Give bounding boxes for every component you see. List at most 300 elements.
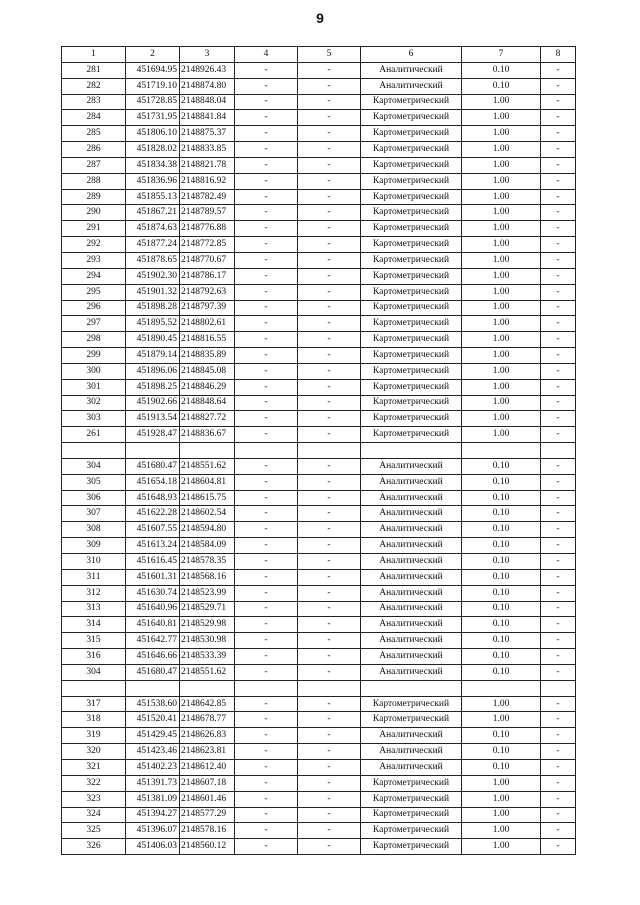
point-number-cell: 316 [62, 649, 126, 665]
table-row [62, 221, 576, 237]
column-4-cell: - [235, 458, 298, 474]
table-row [62, 189, 576, 205]
column-5-cell: - [298, 173, 361, 189]
accuracy-cell: 1.00 [462, 268, 541, 284]
coordinates-table [61, 46, 576, 855]
y-coordinate-cell: 2148529.98 [180, 617, 235, 633]
y-coordinate-cell: 2148776.88 [180, 221, 235, 237]
x-coordinate-cell: 451640.81 [126, 617, 180, 633]
accuracy-cell: 1.00 [462, 157, 541, 173]
accuracy-cell: 0.10 [462, 474, 541, 490]
column-5-cell: - [298, 569, 361, 585]
x-coordinate-cell [126, 680, 180, 696]
accuracy-cell: 1.00 [462, 839, 541, 855]
method-cell: Аналитический [361, 522, 462, 538]
x-coordinate-cell [126, 443, 180, 459]
y-coordinate-cell: 2148533.39 [180, 649, 235, 665]
point-number-cell: 312 [62, 585, 126, 601]
column-4-cell: - [235, 78, 298, 94]
column-5-cell: - [298, 490, 361, 506]
point-number-cell: 287 [62, 157, 126, 173]
column-4-cell: - [235, 126, 298, 142]
method-cell: Аналитический [361, 78, 462, 94]
method-cell: Картометрический [361, 173, 462, 189]
column-header: 2 [126, 47, 180, 63]
column-5-cell: - [298, 759, 361, 775]
table-row [62, 680, 576, 696]
x-coordinate-cell: 451640.96 [126, 601, 180, 617]
accuracy-cell: 0.10 [462, 78, 541, 94]
column-8-cell: - [541, 554, 576, 570]
column-8-cell: - [541, 126, 576, 142]
point-number-cell: 323 [62, 791, 126, 807]
column-4-cell: - [235, 142, 298, 158]
accuracy-cell: 1.00 [462, 142, 541, 158]
column-8-cell: - [541, 62, 576, 78]
table-row [62, 807, 576, 823]
page-number: 9 [316, 10, 324, 26]
y-coordinate-cell: 2148841.84 [180, 110, 235, 126]
accuracy-cell: 0.10 [462, 601, 541, 617]
column-5-cell: - [298, 395, 361, 411]
column-5-cell: - [298, 522, 361, 538]
point-number-cell: 325 [62, 823, 126, 839]
method-cell: Картометрический [361, 839, 462, 855]
table-row [62, 395, 576, 411]
x-coordinate-cell: 451834.38 [126, 157, 180, 173]
table-row [62, 300, 576, 316]
method-cell: Картометрический [361, 189, 462, 205]
column-4-cell: - [235, 839, 298, 855]
column-5-cell [298, 680, 361, 696]
column-4-cell: - [235, 94, 298, 110]
point-number-cell: 282 [62, 78, 126, 94]
table-row [62, 427, 576, 443]
table-row [62, 506, 576, 522]
column-4-cell: - [235, 490, 298, 506]
column-4-cell: - [235, 363, 298, 379]
method-cell: Картометрический [361, 268, 462, 284]
column-8-cell: - [541, 110, 576, 126]
column-8-cell: - [541, 157, 576, 173]
column-4-cell: - [235, 110, 298, 126]
column-5-cell: - [298, 506, 361, 522]
y-coordinate-cell: 2148816.92 [180, 173, 235, 189]
column-5-cell: - [298, 617, 361, 633]
x-coordinate-cell: 451406.03 [126, 839, 180, 855]
column-4-cell: - [235, 427, 298, 443]
column-5-cell: - [298, 696, 361, 712]
column-8-cell: - [541, 395, 576, 411]
accuracy-cell: 1.00 [462, 316, 541, 332]
point-number-cell: 295 [62, 284, 126, 300]
table-row [62, 142, 576, 158]
x-coordinate-cell: 451396.07 [126, 823, 180, 839]
point-number-cell [62, 443, 126, 459]
method-cell: Аналитический [361, 506, 462, 522]
y-coordinate-cell: 2148529.71 [180, 601, 235, 617]
method-cell: Картометрический [361, 284, 462, 300]
column-4-cell: - [235, 617, 298, 633]
point-number-cell: 296 [62, 300, 126, 316]
method-cell: Картометрический [361, 221, 462, 237]
accuracy-cell: 1.00 [462, 237, 541, 253]
column-5-cell: - [298, 142, 361, 158]
point-number-cell: 318 [62, 712, 126, 728]
column-4-cell: - [235, 538, 298, 554]
method-cell: Картометрический [361, 316, 462, 332]
accuracy-cell: 1.00 [462, 94, 541, 110]
accuracy-cell: 1.00 [462, 807, 541, 823]
method-cell: Картометрический [361, 110, 462, 126]
method-cell: Аналитический [361, 759, 462, 775]
column-4-cell [235, 443, 298, 459]
y-coordinate-cell: 2148623.81 [180, 744, 235, 760]
column-5-cell: - [298, 348, 361, 364]
method-cell: Картометрический [361, 157, 462, 173]
accuracy-cell: 1.00 [462, 411, 541, 427]
accuracy-cell: 1.00 [462, 712, 541, 728]
y-coordinate-cell: 2148792.63 [180, 284, 235, 300]
column-5-cell: - [298, 633, 361, 649]
table-row [62, 363, 576, 379]
column-5-cell: - [298, 664, 361, 680]
method-cell: Картометрический [361, 395, 462, 411]
method-cell: Аналитический [361, 633, 462, 649]
method-cell: Картометрический [361, 237, 462, 253]
column-8-cell: - [541, 379, 576, 395]
x-coordinate-cell: 451391.73 [126, 775, 180, 791]
table-row [62, 569, 576, 585]
column-5-cell: - [298, 363, 361, 379]
column-5-cell: - [298, 538, 361, 554]
table-row [62, 823, 576, 839]
column-4-cell: - [235, 633, 298, 649]
accuracy-cell: 1.00 [462, 696, 541, 712]
accuracy-cell: 1.00 [462, 395, 541, 411]
table-row [62, 839, 576, 855]
method-cell: Картометрический [361, 696, 462, 712]
column-header: 6 [361, 47, 462, 63]
y-coordinate-cell: 2148875.37 [180, 126, 235, 142]
column-5-cell: - [298, 775, 361, 791]
y-coordinate-cell: 2148833.85 [180, 142, 235, 158]
y-coordinate-cell: 2148848.04 [180, 94, 235, 110]
x-coordinate-cell: 451381.09 [126, 791, 180, 807]
method-cell: Аналитический [361, 538, 462, 554]
x-coordinate-cell: 451694.95 [126, 62, 180, 78]
column-8-cell [541, 443, 576, 459]
method-cell: Картометрический [361, 126, 462, 142]
method-cell: Картометрический [361, 142, 462, 158]
x-coordinate-cell: 451630.74 [126, 585, 180, 601]
method-cell: Картометрический [361, 411, 462, 427]
column-8-cell: - [541, 78, 576, 94]
x-coordinate-cell: 451874.63 [126, 221, 180, 237]
x-coordinate-cell: 451877.24 [126, 237, 180, 253]
column-4-cell: - [235, 300, 298, 316]
accuracy-cell: 1.00 [462, 221, 541, 237]
accuracy-cell: 0.10 [462, 633, 541, 649]
column-8-cell: - [541, 839, 576, 855]
y-coordinate-cell: 2148797.39 [180, 300, 235, 316]
accuracy-cell: 0.10 [462, 538, 541, 554]
column-8-cell: - [541, 775, 576, 791]
column-4-cell: - [235, 506, 298, 522]
point-number-cell: 286 [62, 142, 126, 158]
column-8-cell: - [541, 569, 576, 585]
table-row [62, 411, 576, 427]
method-cell: Аналитический [361, 601, 462, 617]
point-number-cell: 288 [62, 173, 126, 189]
y-coordinate-cell: 2148874.80 [180, 78, 235, 94]
column-5-cell: - [298, 458, 361, 474]
y-coordinate-cell [180, 443, 235, 459]
table-row [62, 316, 576, 332]
point-number-cell: 326 [62, 839, 126, 855]
column-8-cell: - [541, 221, 576, 237]
accuracy-cell: 1.00 [462, 252, 541, 268]
column-header: 7 [462, 47, 541, 63]
column-8-cell: - [541, 791, 576, 807]
x-coordinate-cell: 451646.66 [126, 649, 180, 665]
x-coordinate-cell: 451902.66 [126, 395, 180, 411]
method-cell: Аналитический [361, 744, 462, 760]
accuracy-cell: 1.00 [462, 348, 541, 364]
point-number-cell: 283 [62, 94, 126, 110]
column-8-cell: - [541, 316, 576, 332]
column-8-cell: - [541, 205, 576, 221]
accuracy-cell: 1.00 [462, 427, 541, 443]
y-coordinate-cell: 2148551.62 [180, 664, 235, 680]
column-8-cell: - [541, 300, 576, 316]
method-cell: Аналитический [361, 62, 462, 78]
column-5-cell: - [298, 205, 361, 221]
method-cell: Картометрический [361, 332, 462, 348]
point-number-cell: 305 [62, 474, 126, 490]
table-row [62, 78, 576, 94]
point-number-cell: 281 [62, 62, 126, 78]
column-5-cell: - [298, 284, 361, 300]
column-8-cell: - [541, 363, 576, 379]
accuracy-cell: 1.00 [462, 205, 541, 221]
point-number-cell: 319 [62, 728, 126, 744]
y-coordinate-cell: 2148584.09 [180, 538, 235, 554]
accuracy-cell: 0.10 [462, 62, 541, 78]
point-number-cell: 291 [62, 221, 126, 237]
x-coordinate-cell: 451607.55 [126, 522, 180, 538]
table-row [62, 348, 576, 364]
y-coordinate-cell: 2148770.67 [180, 252, 235, 268]
method-cell [361, 443, 462, 459]
column-5-cell: - [298, 554, 361, 570]
point-number-cell: 261 [62, 427, 126, 443]
x-coordinate-cell: 451538.60 [126, 696, 180, 712]
y-coordinate-cell: 2148612.40 [180, 759, 235, 775]
point-number-cell: 315 [62, 633, 126, 649]
accuracy-cell: 1.00 [462, 189, 541, 205]
x-coordinate-cell: 451680.47 [126, 458, 180, 474]
column-4-cell: - [235, 585, 298, 601]
x-coordinate-cell: 451719.10 [126, 78, 180, 94]
table-row [62, 157, 576, 173]
column-8-cell: - [541, 664, 576, 680]
accuracy-cell: 1.00 [462, 110, 541, 126]
x-coordinate-cell: 451601.31 [126, 569, 180, 585]
y-coordinate-cell: 2148845.08 [180, 363, 235, 379]
accuracy-cell: 1.00 [462, 300, 541, 316]
y-coordinate-cell: 2148827.72 [180, 411, 235, 427]
column-8-cell: - [541, 252, 576, 268]
column-8-cell: - [541, 332, 576, 348]
column-5-cell: - [298, 189, 361, 205]
column-4-cell: - [235, 332, 298, 348]
table-row [62, 205, 576, 221]
y-coordinate-cell: 2148642.85 [180, 696, 235, 712]
x-coordinate-cell: 451928.47 [126, 427, 180, 443]
point-number-cell: 300 [62, 363, 126, 379]
method-cell: Аналитический [361, 728, 462, 744]
x-coordinate-cell: 451731.95 [126, 110, 180, 126]
point-number-cell: 320 [62, 744, 126, 760]
table-row [62, 62, 576, 78]
table-row [62, 458, 576, 474]
accuracy-cell: 1.00 [462, 332, 541, 348]
column-4-cell: - [235, 759, 298, 775]
table-row [62, 775, 576, 791]
method-cell: Аналитический [361, 474, 462, 490]
column-4-cell: - [235, 569, 298, 585]
y-coordinate-cell: 2148577.29 [180, 807, 235, 823]
column-4-cell: - [235, 316, 298, 332]
point-number-cell: 311 [62, 569, 126, 585]
table-row [62, 538, 576, 554]
table-row [62, 791, 576, 807]
method-cell: Аналитический [361, 490, 462, 506]
table-row [62, 490, 576, 506]
accuracy-cell: 0.10 [462, 490, 541, 506]
column-5-cell: - [298, 744, 361, 760]
y-coordinate-cell: 2148530.98 [180, 633, 235, 649]
column-5-cell: - [298, 300, 361, 316]
point-number-cell: 321 [62, 759, 126, 775]
y-coordinate-cell: 2148551.62 [180, 458, 235, 474]
table-row [62, 649, 576, 665]
point-number-cell: 317 [62, 696, 126, 712]
accuracy-cell: 0.10 [462, 759, 541, 775]
accuracy-cell: 1.00 [462, 363, 541, 379]
point-number-cell: 290 [62, 205, 126, 221]
method-cell: Картометрический [361, 348, 462, 364]
y-coordinate-cell: 2148846.29 [180, 379, 235, 395]
column-5-cell: - [298, 62, 361, 78]
x-coordinate-cell: 451913.54 [126, 411, 180, 427]
point-number-cell: 324 [62, 807, 126, 823]
column-5-cell: - [298, 411, 361, 427]
table-row [62, 601, 576, 617]
point-number-cell [62, 680, 126, 696]
column-8-cell: - [541, 538, 576, 554]
x-coordinate-cell: 451878.65 [126, 252, 180, 268]
table-row [62, 332, 576, 348]
method-cell: Картометрический [361, 791, 462, 807]
table-row [62, 268, 576, 284]
table-row [62, 443, 576, 459]
column-4-cell: - [235, 221, 298, 237]
column-8-cell: - [541, 237, 576, 253]
method-cell: Картометрический [361, 379, 462, 395]
x-coordinate-cell: 451895.52 [126, 316, 180, 332]
accuracy-cell: 1.00 [462, 775, 541, 791]
column-8-cell: - [541, 427, 576, 443]
column-8-cell: - [541, 94, 576, 110]
y-coordinate-cell: 2148594.80 [180, 522, 235, 538]
x-coordinate-cell: 451898.25 [126, 379, 180, 395]
point-number-cell: 302 [62, 395, 126, 411]
x-coordinate-cell: 451902.30 [126, 268, 180, 284]
column-5-cell: - [298, 379, 361, 395]
column-5-cell: - [298, 649, 361, 665]
x-coordinate-cell: 451806.10 [126, 126, 180, 142]
y-coordinate-cell: 2148602.54 [180, 506, 235, 522]
column-5-cell: - [298, 157, 361, 173]
column-header: 5 [298, 47, 361, 63]
point-number-cell: 289 [62, 189, 126, 205]
y-coordinate-cell: 2148821.78 [180, 157, 235, 173]
column-5-cell: - [298, 585, 361, 601]
accuracy-cell: 0.10 [462, 664, 541, 680]
x-coordinate-cell: 451855.13 [126, 189, 180, 205]
column-4-cell: - [235, 62, 298, 78]
accuracy-cell: 1.00 [462, 126, 541, 142]
x-coordinate-cell: 451890.45 [126, 332, 180, 348]
method-cell: Аналитический [361, 585, 462, 601]
column-4-cell: - [235, 807, 298, 823]
method-cell: Картометрический [361, 252, 462, 268]
column-8-cell: - [541, 807, 576, 823]
column-4-cell: - [235, 712, 298, 728]
point-number-cell: 284 [62, 110, 126, 126]
column-8-cell: - [541, 173, 576, 189]
method-cell [361, 680, 462, 696]
column-4-cell: - [235, 237, 298, 253]
table-row [62, 284, 576, 300]
x-coordinate-cell: 451429.45 [126, 728, 180, 744]
column-4-cell: - [235, 664, 298, 680]
column-4-cell: - [235, 474, 298, 490]
table-row [62, 110, 576, 126]
column-8-cell: - [541, 601, 576, 617]
column-4-cell: - [235, 268, 298, 284]
column-5-cell: - [298, 252, 361, 268]
column-8-cell: - [541, 585, 576, 601]
y-coordinate-cell: 2148678.77 [180, 712, 235, 728]
table-header-row [62, 47, 576, 63]
accuracy-cell: 0.10 [462, 728, 541, 744]
column-5-cell: - [298, 839, 361, 855]
accuracy-cell: 0.10 [462, 744, 541, 760]
column-5-cell: - [298, 316, 361, 332]
accuracy-cell: 0.10 [462, 649, 541, 665]
table-row [62, 252, 576, 268]
column-4-cell: - [235, 775, 298, 791]
accuracy-cell: 1.00 [462, 173, 541, 189]
column-5-cell: - [298, 332, 361, 348]
column-8-cell: - [541, 506, 576, 522]
column-8-cell: - [541, 142, 576, 158]
y-coordinate-cell: 2148835.89 [180, 348, 235, 364]
x-coordinate-cell: 451613.24 [126, 538, 180, 554]
